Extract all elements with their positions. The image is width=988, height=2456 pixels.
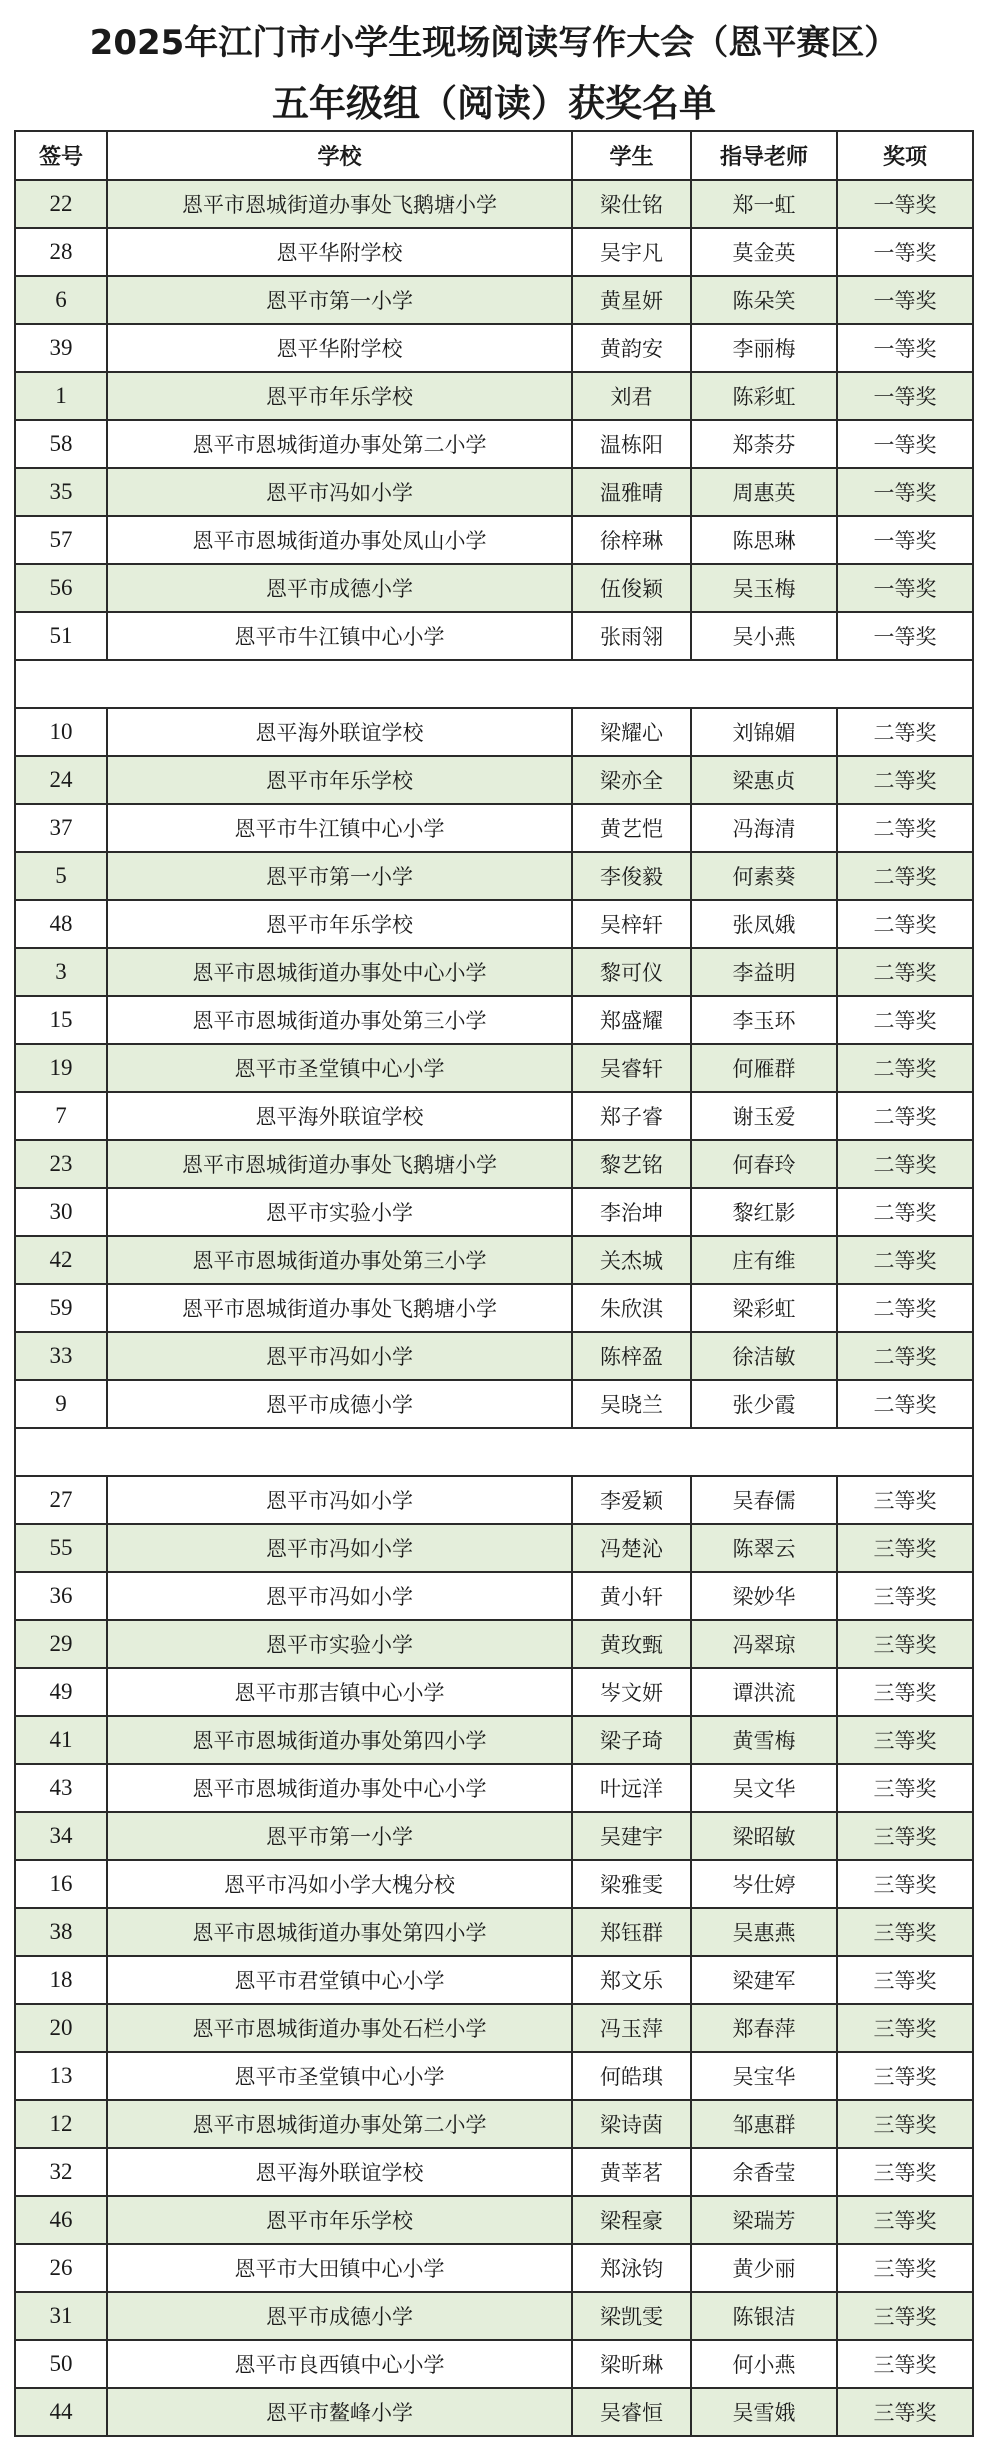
cell-award: 三等奖 [837,2292,973,2340]
cell-award: 三等奖 [837,1620,973,1668]
table-row [15,420,973,468]
cell-student: 刘君 [572,372,691,420]
table-row [15,1860,973,1908]
cell-teacher: 陈彩虹 [691,372,837,420]
cell-student: 冯楚沁 [572,1524,691,1572]
table-row [15,2340,973,2388]
header-school: 学校 [107,131,572,180]
cell-student: 梁耀心 [572,708,691,756]
table-row [15,1812,973,1860]
table-row [15,708,973,756]
cell-student: 李爱颖 [572,1476,691,1524]
cell-teacher: 李益明 [691,948,837,996]
cell-award: 三等奖 [837,2100,973,2148]
cell-school: 恩平市圣堂镇中心小学 [107,2052,572,2100]
cell-student: 黄玫甄 [572,1620,691,1668]
cell-student: 黎可仪 [572,948,691,996]
cell-number: 3 [15,948,107,996]
cell-number: 56 [15,564,107,612]
cell-teacher: 梁彩虹 [691,1284,837,1332]
cell-school: 恩平海外联谊学校 [107,708,572,756]
cell-number: 41 [15,1716,107,1764]
table-row [15,756,973,804]
cell-award: 一等奖 [837,372,973,420]
cell-student: 黎艺铭 [572,1140,691,1188]
cell-school: 恩平海外联谊学校 [107,1092,572,1140]
cell-number: 28 [15,228,107,276]
cell-award: 三等奖 [837,2148,973,2196]
cell-teacher: 邹惠群 [691,2100,837,2148]
cell-school: 恩平市年乐学校 [107,900,572,948]
cell-award: 二等奖 [837,804,973,852]
cell-number: 7 [15,1092,107,1140]
table-row [15,612,973,660]
cell-number: 38 [15,1908,107,1956]
cell-student: 关杰城 [572,1236,691,1284]
cell-school: 恩平市恩城街道办事处第二小学 [107,420,572,468]
cell-teacher: 吴雪娥 [691,2388,837,2436]
cell-student: 郑文乐 [572,1956,691,2004]
separator-cell [15,660,973,708]
cell-award: 二等奖 [837,1284,973,1332]
cell-school: 恩平市牛江镇中心小学 [107,804,572,852]
cell-award: 二等奖 [837,852,973,900]
table-row [15,1764,973,1812]
cell-teacher: 郑一虹 [691,180,837,228]
table-row [15,180,973,228]
cell-number: 49 [15,1668,107,1716]
cell-school: 恩平市恩城街道办事处第四小学 [107,1908,572,1956]
cell-number: 51 [15,612,107,660]
group-separator-row [15,1428,973,1476]
cell-school: 恩平市冯如小学 [107,1524,572,1572]
cell-teacher: 李丽梅 [691,324,837,372]
table-row [15,2388,973,2436]
cell-award: 一等奖 [837,564,973,612]
cell-number: 27 [15,1476,107,1524]
cell-number: 59 [15,1284,107,1332]
cell-teacher: 徐洁敏 [691,1332,837,1380]
cell-student: 梁凯雯 [572,2292,691,2340]
cell-award: 一等奖 [837,228,973,276]
cell-number: 33 [15,1332,107,1380]
table-header-row [15,131,973,180]
cell-school: 恩平市冯如小学 [107,1572,572,1620]
cell-award: 一等奖 [837,180,973,228]
cell-student: 梁亦全 [572,756,691,804]
cell-teacher: 李玉环 [691,996,837,1044]
cell-number: 12 [15,2100,107,2148]
table-row [15,1380,973,1428]
cell-number: 35 [15,468,107,516]
cell-teacher: 莫金英 [691,228,837,276]
cell-teacher: 吴春儒 [691,1476,837,1524]
cell-award: 一等奖 [837,468,973,516]
cell-school: 恩平市年乐学校 [107,372,572,420]
cell-school: 恩平市恩城街道办事处飞鹅塘小学 [107,1284,572,1332]
cell-school: 恩平市成德小学 [107,2292,572,2340]
cell-student: 吴睿轩 [572,1044,691,1092]
cell-award: 三等奖 [837,2388,973,2436]
cell-award: 三等奖 [837,2244,973,2292]
cell-school: 恩平华附学校 [107,228,572,276]
cell-student: 黄星妍 [572,276,691,324]
cell-number: 1 [15,372,107,420]
cell-student: 梁程豪 [572,2196,691,2244]
cell-school: 恩平市圣堂镇中心小学 [107,1044,572,1092]
cell-school: 恩平市恩城街道办事处飞鹅塘小学 [107,180,572,228]
cell-number: 43 [15,1764,107,1812]
cell-teacher: 陈思琳 [691,516,837,564]
table-row [15,1668,973,1716]
table-row [15,2292,973,2340]
cell-award: 三等奖 [837,1908,973,1956]
cell-number: 10 [15,708,107,756]
cell-number: 58 [15,420,107,468]
cell-number: 18 [15,1956,107,2004]
table-row [15,324,973,372]
cell-teacher: 余香莹 [691,2148,837,2196]
table-row [15,1332,973,1380]
cell-school: 恩平市年乐学校 [107,756,572,804]
cell-number: 15 [15,996,107,1044]
header-student: 学生 [572,131,691,180]
cell-school: 恩平市君堂镇中心小学 [107,1956,572,2004]
table-row [15,852,973,900]
cell-student: 李俊毅 [572,852,691,900]
cell-school: 恩平市恩城街道办事处石栏小学 [107,2004,572,2052]
cell-teacher: 谭洪流 [691,1668,837,1716]
cell-number: 29 [15,1620,107,1668]
cell-teacher: 何春玲 [691,1140,837,1188]
cell-teacher: 梁瑞芳 [691,2196,837,2244]
cell-student: 梁昕琳 [572,2340,691,2388]
table-row [15,1140,973,1188]
cell-teacher: 黄雪梅 [691,1716,837,1764]
cell-award: 一等奖 [837,612,973,660]
cell-school: 恩平市冯如小学 [107,1476,572,1524]
cell-number: 23 [15,1140,107,1188]
cell-school: 恩平市恩城街道办事处第二小学 [107,2100,572,2148]
cell-teacher: 岑仕婷 [691,1860,837,1908]
cell-award: 三等奖 [837,1716,973,1764]
cell-award: 三等奖 [837,1524,973,1572]
cell-teacher: 郑荼芬 [691,420,837,468]
cell-teacher: 吴惠燕 [691,1908,837,1956]
cell-teacher: 张凤娥 [691,900,837,948]
cell-award: 二等奖 [837,948,973,996]
cell-school: 恩平市年乐学校 [107,2196,572,2244]
table-row [15,1620,973,1668]
table-row [15,2052,973,2100]
cell-school: 恩平华附学校 [107,324,572,372]
table-row [15,276,973,324]
cell-award: 三等奖 [837,1476,973,1524]
cell-school: 恩平市成德小学 [107,1380,572,1428]
cell-teacher: 周惠英 [691,468,837,516]
cell-number: 31 [15,2292,107,2340]
cell-student: 何皓琪 [572,2052,691,2100]
separator-cell [15,1428,973,1476]
cell-teacher: 何素葵 [691,852,837,900]
cell-student: 梁诗茵 [572,2100,691,2148]
cell-award: 二等奖 [837,996,973,1044]
cell-award: 二等奖 [837,1140,973,1188]
cell-teacher: 黎红影 [691,1188,837,1236]
cell-school: 恩平市牛江镇中心小学 [107,612,572,660]
table-row [15,516,973,564]
cell-teacher: 吴小燕 [691,612,837,660]
cell-student: 吴睿恒 [572,2388,691,2436]
cell-teacher: 冯翠琼 [691,1620,837,1668]
header-number: 签号 [15,131,107,180]
cell-school: 恩平市第一小学 [107,276,572,324]
cell-teacher: 黄少丽 [691,2244,837,2292]
table-row [15,1716,973,1764]
cell-number: 5 [15,852,107,900]
table-row [15,228,973,276]
cell-number: 6 [15,276,107,324]
cell-student: 郑泳钧 [572,2244,691,2292]
cell-teacher: 陈银洁 [691,2292,837,2340]
cell-student: 黄小轩 [572,1572,691,1620]
cell-number: 9 [15,1380,107,1428]
cell-student: 李治坤 [572,1188,691,1236]
table-row [15,900,973,948]
cell-award: 二等奖 [837,1332,973,1380]
table-row [15,468,973,516]
cell-number: 26 [15,2244,107,2292]
cell-school: 恩平市那吉镇中心小学 [107,1668,572,1716]
cell-student: 温雅晴 [572,468,691,516]
cell-number: 50 [15,2340,107,2388]
cell-teacher: 谢玉爱 [691,1092,837,1140]
cell-number: 19 [15,1044,107,1092]
cell-student: 吴梓轩 [572,900,691,948]
table-row [15,2100,973,2148]
cell-award: 二等奖 [837,708,973,756]
table-row [15,1524,973,1572]
cell-teacher: 庄有维 [691,1236,837,1284]
table-row [15,1572,973,1620]
table-row [15,2196,973,2244]
award-table [14,130,974,2437]
cell-student: 徐梓琳 [572,516,691,564]
cell-number: 39 [15,324,107,372]
cell-number: 37 [15,804,107,852]
cell-award: 二等奖 [837,1236,973,1284]
table-row [15,1092,973,1140]
table-row [15,948,973,996]
cell-school: 恩平市冯如小学 [107,468,572,516]
cell-school: 恩平市恩城街道办事处凤山小学 [107,516,572,564]
cell-student: 吴建宇 [572,1812,691,1860]
cell-award: 二等奖 [837,1044,973,1092]
cell-school: 恩平市良西镇中心小学 [107,2340,572,2388]
cell-student: 梁雅雯 [572,1860,691,1908]
cell-award: 一等奖 [837,276,973,324]
cell-student: 黄艺恺 [572,804,691,852]
cell-teacher: 吴文华 [691,1764,837,1812]
cell-school: 恩平市实验小学 [107,1620,572,1668]
cell-number: 55 [15,1524,107,1572]
cell-teacher: 陈翠云 [691,1524,837,1572]
cell-student: 郑钰群 [572,1908,691,1956]
cell-award: 一等奖 [837,420,973,468]
cell-school: 恩平市第一小学 [107,1812,572,1860]
table-row [15,2244,973,2292]
cell-award: 三等奖 [837,1572,973,1620]
cell-number: 20 [15,2004,107,2052]
cell-school: 恩平市恩城街道办事处中心小学 [107,1764,572,1812]
table-row [15,1476,973,1524]
page-subtitle: 五年级组（阅读）获奖名单 [272,82,716,125]
cell-number: 42 [15,1236,107,1284]
cell-teacher: 梁妙华 [691,1572,837,1620]
cell-student: 黄莘茗 [572,2148,691,2196]
cell-student: 冯玉萍 [572,2004,691,2052]
cell-award: 三等奖 [837,1956,973,2004]
cell-school: 恩平市第一小学 [107,852,572,900]
cell-school: 恩平市大田镇中心小学 [107,2244,572,2292]
cell-student: 梁子琦 [572,1716,691,1764]
cell-number: 30 [15,1188,107,1236]
header-teacher: 指导老师 [691,131,837,180]
table-row [15,2004,973,2052]
table-row [15,2148,973,2196]
cell-award: 三等奖 [837,1860,973,1908]
table-row [15,1236,973,1284]
cell-student: 朱欣淇 [572,1284,691,1332]
cell-award: 三等奖 [837,2340,973,2388]
table-row [15,564,973,612]
cell-award: 二等奖 [837,1188,973,1236]
cell-number: 16 [15,1860,107,1908]
table-row [15,1188,973,1236]
cell-student: 吴晓兰 [572,1380,691,1428]
cell-teacher: 吴玉梅 [691,564,837,612]
cell-school: 恩平市鳌峰小学 [107,2388,572,2436]
table-row [15,372,973,420]
cell-award: 二等奖 [837,1380,973,1428]
cell-teacher: 梁建军 [691,1956,837,2004]
cell-teacher: 何雁群 [691,1044,837,1092]
cell-student: 温栋阳 [572,420,691,468]
cell-teacher: 陈朵笑 [691,276,837,324]
cell-number: 36 [15,1572,107,1620]
cell-award: 三等奖 [837,2004,973,2052]
header-award: 奖项 [837,131,973,180]
cell-award: 三等奖 [837,1812,973,1860]
cell-school: 恩平市恩城街道办事处第四小学 [107,1716,572,1764]
table-row [15,1908,973,1956]
cell-student: 黄韵安 [572,324,691,372]
cell-award: 三等奖 [837,2196,973,2244]
cell-teacher: 郑春萍 [691,2004,837,2052]
cell-award: 三等奖 [837,1668,973,1716]
cell-teacher: 刘锦媚 [691,708,837,756]
cell-number: 34 [15,1812,107,1860]
cell-number: 46 [15,2196,107,2244]
table-row [15,996,973,1044]
cell-number: 44 [15,2388,107,2436]
table-row [15,1284,973,1332]
cell-teacher: 张少霞 [691,1380,837,1428]
cell-school: 恩平海外联谊学校 [107,2148,572,2196]
cell-award: 一等奖 [837,516,973,564]
cell-student: 郑盛耀 [572,996,691,1044]
cell-number: 48 [15,900,107,948]
table-row [15,804,973,852]
cell-student: 岑文妍 [572,1668,691,1716]
cell-award: 三等奖 [837,1764,973,1812]
cell-number: 13 [15,2052,107,2100]
cell-number: 57 [15,516,107,564]
cell-student: 叶远洋 [572,1764,691,1812]
cell-student: 吴宇凡 [572,228,691,276]
cell-school: 恩平市冯如小学 [107,1332,572,1380]
cell-award: 二等奖 [837,900,973,948]
cell-school: 恩平市恩城街道办事处飞鹅塘小学 [107,1140,572,1188]
cell-school: 恩平市成德小学 [107,564,572,612]
cell-student: 陈梓盈 [572,1332,691,1380]
cell-student: 梁仕铭 [572,180,691,228]
cell-teacher: 吴宝华 [691,2052,837,2100]
cell-teacher: 梁昭敏 [691,1812,837,1860]
table-row [15,1956,973,2004]
group-separator-row [15,660,973,708]
cell-school: 恩平市恩城街道办事处第三小学 [107,1236,572,1284]
cell-student: 郑子睿 [572,1092,691,1140]
cell-teacher: 梁惠贞 [691,756,837,804]
cell-school: 恩平市恩城街道办事处第三小学 [107,996,572,1044]
cell-award: 二等奖 [837,1092,973,1140]
cell-student: 张雨翎 [572,612,691,660]
cell-teacher: 冯海清 [691,804,837,852]
cell-number: 24 [15,756,107,804]
table-row [15,1044,973,1092]
cell-number: 22 [15,180,107,228]
cell-school: 恩平市实验小学 [107,1188,572,1236]
cell-award: 三等奖 [837,2052,973,2100]
cell-award: 二等奖 [837,756,973,804]
page-title: 2025年江门市小学生现场阅读写作大会（恩平赛区） [89,23,899,63]
cell-school: 恩平市冯如小学大槐分校 [107,1860,572,1908]
cell-teacher: 何小燕 [691,2340,837,2388]
cell-award: 一等奖 [837,324,973,372]
cell-student: 伍俊颖 [572,564,691,612]
cell-school: 恩平市恩城街道办事处中心小学 [107,948,572,996]
cell-number: 32 [15,2148,107,2196]
